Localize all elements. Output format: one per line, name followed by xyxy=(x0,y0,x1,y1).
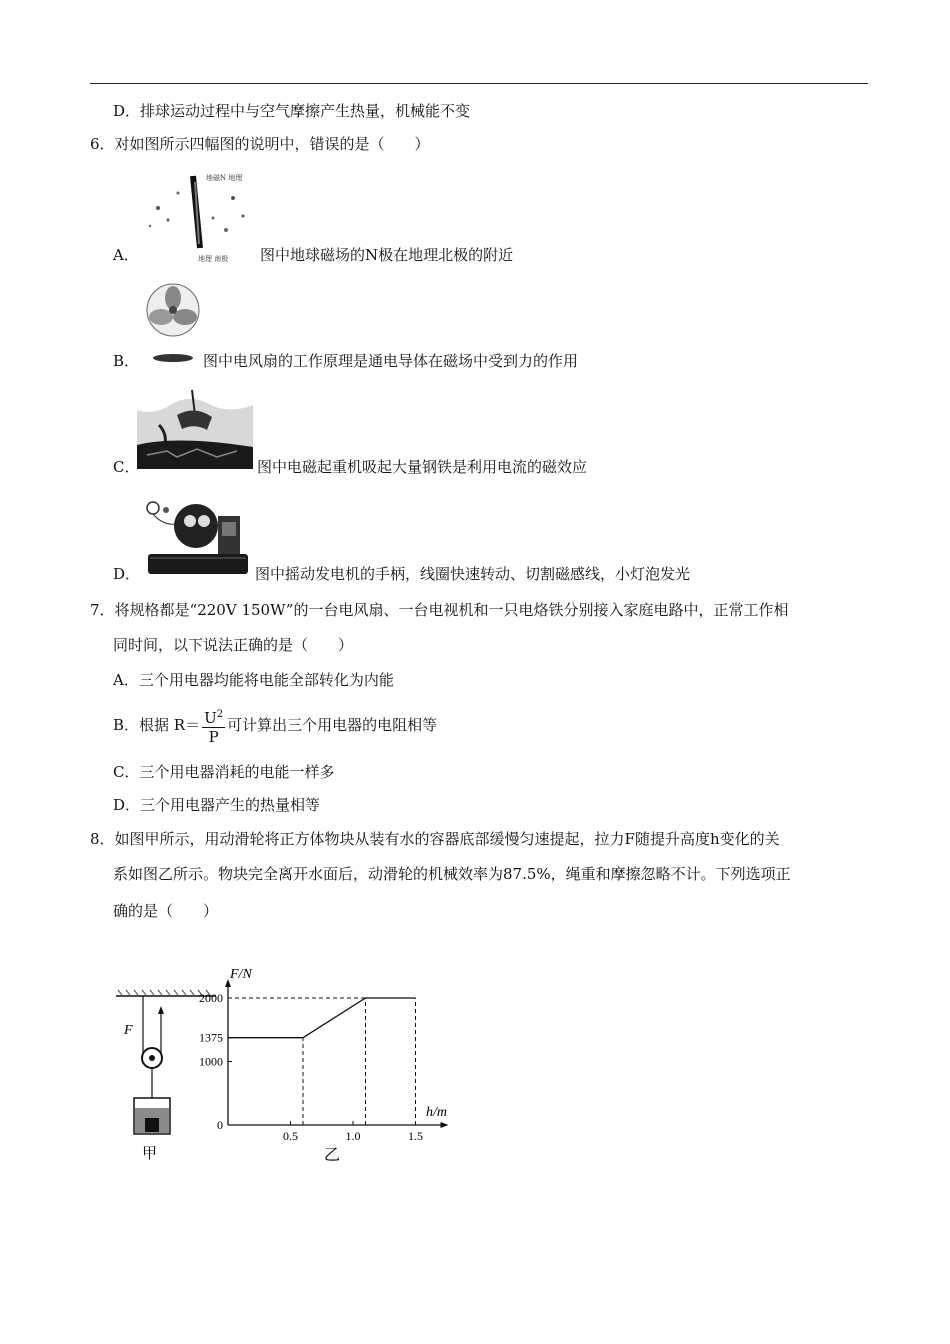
hand-generator-figure xyxy=(138,496,250,578)
electromagnetic-crane-figure xyxy=(137,385,253,469)
fig-a-bottom-label: 地理 南极 xyxy=(198,255,229,263)
force-height-chart xyxy=(190,962,470,1167)
x-tick-label: 1.0 xyxy=(345,1129,361,1143)
x-tick-label: 0.5 xyxy=(283,1129,298,1143)
x-tick-label: 1.5 xyxy=(408,1129,423,1143)
q6-option-d-label: D． xyxy=(113,565,141,583)
header-rule xyxy=(90,83,868,84)
q6-option-b-label: B． xyxy=(113,352,140,370)
formula-numerator: U xyxy=(204,709,217,727)
chart-axes xyxy=(225,979,449,1128)
force-label: F xyxy=(124,1023,133,1038)
y-tick-label: 0 xyxy=(217,1118,223,1132)
y-axis-label: F/N xyxy=(230,967,252,982)
fig-a-top-label: 地磁N 地理 xyxy=(206,174,243,182)
x-axis-arrow xyxy=(441,1122,449,1128)
chart-guides xyxy=(228,998,416,1125)
chart-series xyxy=(228,998,416,1038)
formula-fraction xyxy=(202,706,225,746)
q7-option-b-suffix: 可计算出三个用电器的电阻相等 xyxy=(227,716,438,734)
electric-fan-figure xyxy=(140,282,206,366)
y-tick-label: 2000 xyxy=(199,991,223,1005)
figure-yi-label: 乙 xyxy=(324,1145,341,1164)
x-axis-label: h/m xyxy=(426,1105,447,1120)
q7-stem-line2: 同时间，以下说法正确的是（ ） xyxy=(113,636,354,654)
q6-option-d-text: 图中摇动发电机的手柄，线圈快速转动、切割磁感线，小灯泡发光 xyxy=(255,565,691,583)
earth-magnetic-field-figure xyxy=(138,168,258,264)
formula-denominator: P xyxy=(208,728,219,746)
q6-stem: 6．对如图所示四幅图的说明中，错误的是（ ） xyxy=(90,135,430,153)
chart-ticks xyxy=(199,991,423,1143)
q7-stem-line1: 7．将规格都是“220V 150W”的一台电风扇、一台电视机和一只电烙铁分别接入家庭电路中，正常工作相 xyxy=(90,601,789,619)
q7-option-b xyxy=(113,700,437,750)
series-line-force xyxy=(228,998,416,1038)
q6-option-b-text: 图中电风扇的工作原理是通电导体在磁场中受到力的作用 xyxy=(203,352,579,370)
q5-option-d: D．排球运动过程中与空气摩擦产生热量，机械能不变 xyxy=(113,102,471,120)
q6-option-c-label: C． xyxy=(113,458,140,476)
q6-option-a-label: A． xyxy=(113,246,139,264)
y-tick-label: 1375 xyxy=(199,1030,223,1045)
q6-option-c-text: 图中电磁起重机吸起大量钢铁是利用电流的磁效应 xyxy=(257,458,588,476)
q7-option-d: D．三个用电器产生的热量相等 xyxy=(113,796,321,814)
y-tick-label: 1000 xyxy=(199,1054,223,1069)
q8-stem-line1: 8．如图甲所示，用动滑轮将正方体物块从装有水的容器底部缓慢匀速提起，拉力F随提升高度h变化的关 xyxy=(90,830,780,848)
q6-option-a-text: 图中地球磁场的N极在地理北极的附近 xyxy=(260,246,514,264)
q7-option-a: A．三个用电器均能将电能全部转化为内能 xyxy=(113,671,394,689)
q7-option-c: C．三个用电器消耗的电能一样多 xyxy=(113,763,335,781)
q7-option-b-prefix: B．根据 R＝ xyxy=(113,716,201,734)
q8-stem-line3: 确的是（ ） xyxy=(113,902,219,920)
formula-exponent: 2 xyxy=(216,709,224,720)
figure-jia-label: 甲 xyxy=(142,1144,158,1162)
q8-stem-line2: 系如图乙所示。物块完全离开水面后，动滑轮的机械效率为87.5%，绳重和摩擦忽略不计。下列选项正 xyxy=(113,865,791,883)
